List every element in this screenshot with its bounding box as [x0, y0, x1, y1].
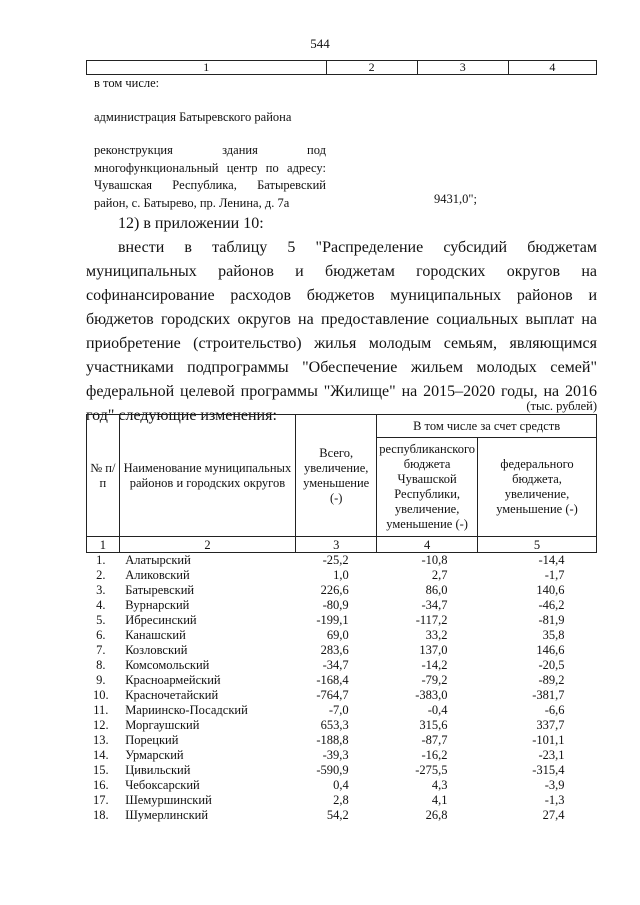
row-total: 54,2 [326, 808, 349, 822]
row-federal: -46,2 [538, 598, 565, 612]
table-row [87, 688, 597, 703]
table-row [87, 583, 597, 598]
row-total: -188,8 [316, 733, 349, 747]
including-label: в том числе: [94, 76, 160, 90]
row-name: Аликовский [125, 568, 190, 582]
header-republic: республиканского бюджета Чувашской Республики, увеличение, уменьшение (-) [377, 438, 478, 537]
row-republic: 26,8 [425, 808, 448, 822]
row-number: 5. [96, 613, 106, 627]
row-republic: -34,7 [421, 598, 448, 612]
col-index-4: 4 [377, 537, 478, 553]
row-total: -80,9 [322, 598, 349, 612]
row-republic: -383,0 [415, 688, 448, 702]
row-federal: 27,4 [542, 808, 565, 822]
row-federal: 146,6 [536, 643, 565, 657]
row-federal: -6,6 [544, 703, 565, 717]
row-republic: 86,0 [425, 583, 448, 597]
row-name: Комсомольский [125, 658, 210, 672]
table-row [87, 733, 597, 748]
table-row [87, 673, 597, 688]
row-federal: -20,5 [538, 658, 565, 672]
col-index-5: 5 [478, 537, 597, 553]
header-num: № п/п [87, 415, 120, 537]
row-federal: -381,7 [532, 688, 565, 702]
row-number: 16. [93, 778, 109, 792]
table-row [87, 643, 597, 658]
row-name: Батыревский [125, 583, 195, 597]
table-row [87, 553, 597, 569]
row-name: Шемуршинский [125, 793, 212, 807]
row-total: 0,4 [333, 778, 349, 792]
row-number: 17. [93, 793, 109, 807]
row-number: 10. [93, 688, 109, 702]
item-heading: 12) в приложении 10: [118, 215, 264, 232]
header-federal: федерального бюджета, увеличение, уменьшение (-) [478, 438, 597, 537]
row-name: Вурнарский [125, 598, 190, 612]
header-col-1: 1 [87, 61, 327, 75]
row-republic: 2,7 [431, 568, 448, 582]
row-total: -764,7 [316, 688, 349, 702]
row-total: -39,3 [322, 748, 349, 762]
units-label: (тыс. рублей) [526, 399, 597, 413]
table-row [87, 778, 597, 793]
table-row [87, 763, 597, 778]
row-republic: 4,3 [431, 778, 448, 792]
table-row [87, 793, 597, 808]
page-number: 544 [310, 36, 330, 51]
row-number: 14. [93, 748, 109, 762]
row-number: 7. [96, 643, 106, 657]
row-total: -34,7 [322, 658, 349, 672]
col-index-2: 2 [119, 537, 296, 553]
table-row [87, 808, 597, 823]
row-total: 1,0 [333, 568, 349, 582]
row-federal: -1,3 [544, 793, 565, 807]
row-name: Мариинско-Посадский [125, 703, 248, 717]
row-name: Алатырский [125, 553, 191, 567]
project-value: 9431,0"; [434, 192, 477, 206]
body-paragraph: внести в таблицу 5 "Распределение субсидий бюджетам муниципальных районов и бюджетам городских округов на софинансирование расходов бюджетов муниципальных районов и бюджетов городских округов на предоставление социальных выплат на приобретение (строительство) жилья молодым семьям, являющимся участниками подпрограммы "Обеспечение жильем молодых семей" федеральной целевой программы "Жилище" на 2015–2020 годы, на 2016 год" следующие изменения: [86, 239, 597, 424]
row-name: Красночетайский [125, 688, 219, 702]
row-republic: -275,5 [415, 763, 448, 777]
row-republic: -16,2 [421, 748, 448, 762]
project-description: реконструкция здания под многофункциональный центр по адресу: Чувашская Республика, Батыревский район, с. Батырево, пр. Ленина, д. 7а [94, 143, 326, 210]
row-name: Канашский [125, 628, 186, 642]
subsidy-table [86, 414, 597, 823]
row-republic: 33,2 [425, 628, 448, 642]
row-name: Шумерлинский [125, 808, 209, 822]
row-number: 11. [93, 703, 109, 717]
row-republic: -14,2 [421, 658, 448, 672]
table-row [87, 748, 597, 763]
table-body [87, 553, 597, 824]
row-number: 18. [93, 808, 109, 822]
row-federal: -23,1 [538, 748, 565, 762]
row-republic: 4,1 [431, 793, 448, 807]
row-total: 283,6 [320, 643, 349, 657]
table-row [87, 613, 597, 628]
row-name: Порецкий [125, 733, 179, 747]
row-number: 12. [93, 718, 109, 732]
row-number: 4. [96, 598, 106, 612]
row-total: 2,8 [333, 793, 349, 807]
row-federal: 35,8 [542, 628, 565, 642]
row-total: -590,9 [316, 763, 349, 777]
row-republic: 137,0 [419, 643, 448, 657]
row-republic: -79,2 [421, 673, 448, 687]
row-republic: 315,6 [419, 718, 448, 732]
row-federal: -14,4 [538, 553, 565, 567]
table-row [87, 568, 597, 583]
row-name: Чебоксарский [125, 778, 200, 792]
row-number: 3. [96, 583, 106, 597]
row-total: -25,2 [322, 553, 349, 567]
row-federal: -101,1 [532, 733, 565, 747]
header-name: Наименование муниципальных районов и городских округов [119, 415, 296, 537]
header-total: Всего, увеличение, уменьшение (-) [296, 415, 377, 537]
col-index-1: 1 [87, 537, 120, 553]
table-row [87, 628, 597, 643]
row-federal: -89,2 [538, 673, 565, 687]
header-col-2: 2 [326, 61, 417, 75]
row-number: 2. [96, 568, 106, 582]
row-number: 9. [96, 673, 106, 687]
header-group: В том числе за счет средств [377, 415, 597, 438]
row-total: -7,0 [328, 703, 349, 717]
row-federal: -315,4 [532, 763, 565, 777]
row-federal: -1,7 [544, 568, 565, 582]
header-col-4: 4 [508, 61, 596, 75]
row-republic: -10,8 [421, 553, 448, 567]
admin-label: администрация Батыревского района [94, 110, 292, 124]
header-col-3: 3 [417, 61, 508, 75]
continuation-header-table [86, 60, 597, 75]
row-federal: -3,9 [544, 778, 565, 792]
row-total: 653,3 [320, 718, 349, 732]
row-name: Красноармейский [125, 673, 221, 687]
row-number: 6. [96, 628, 106, 642]
row-number: 13. [93, 733, 109, 747]
row-name: Цивильский [125, 763, 191, 777]
row-federal: -81,9 [538, 613, 565, 627]
row-federal: 140,6 [536, 583, 565, 597]
row-republic: -117,2 [415, 613, 448, 627]
table-row [87, 703, 597, 718]
table-row [87, 658, 597, 673]
row-name: Козловский [125, 643, 188, 657]
col-index-3: 3 [296, 537, 377, 553]
row-number: 8. [96, 658, 106, 672]
row-total: -199,1 [316, 613, 349, 627]
row-total: -168,4 [316, 673, 349, 687]
row-total: 69,0 [326, 628, 349, 642]
table-row [87, 598, 597, 613]
row-name: Ибресинский [125, 613, 197, 627]
row-name: Моргаушский [125, 718, 200, 732]
row-republic: -0,4 [427, 703, 448, 717]
row-name: Урмарский [125, 748, 184, 762]
row-federal: 337,7 [536, 718, 565, 732]
row-republic: -87,7 [421, 733, 448, 747]
row-number: 15. [93, 763, 109, 777]
row-total: 226,6 [320, 583, 349, 597]
row-number: 1. [96, 553, 106, 567]
table-row [87, 718, 597, 733]
